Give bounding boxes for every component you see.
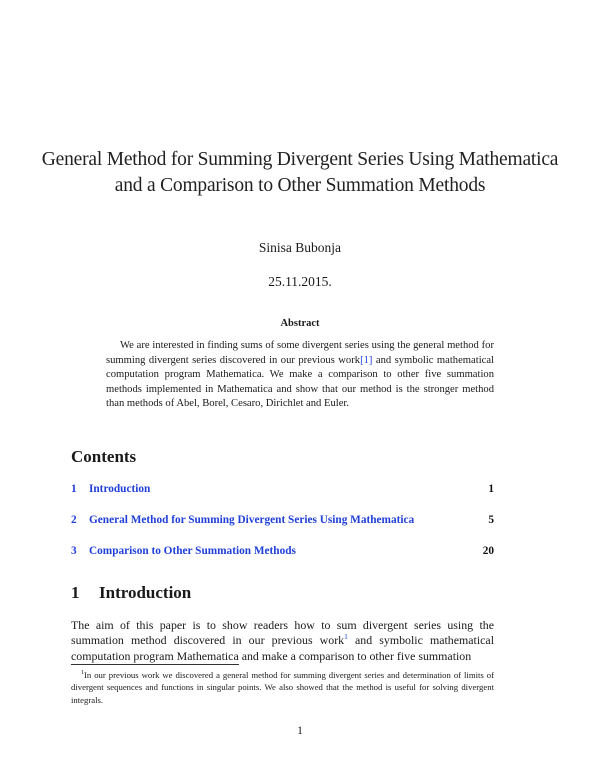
section-text-end: and symbolic mathematical computation program Mathematica and make a comparison to other five summation (71, 633, 494, 663)
toc-entry-page: 5 (488, 514, 494, 526)
citation-link[interactable]: [1] (360, 354, 373, 366)
footnote (71, 669, 494, 706)
toc-entry-number: 3 (71, 545, 77, 557)
toc-entry-number: 2 (71, 514, 77, 526)
toc-entry-label[interactable]: Introduction (89, 483, 151, 495)
toc-entry-number: 1 (71, 483, 77, 495)
toc-entry-label[interactable]: General Method for Summing Divergent Series Using Mathematica (89, 514, 415, 526)
section-title: Introduction (99, 583, 192, 602)
abstract-body (106, 339, 494, 412)
section-body (71, 618, 494, 664)
footnote-text: In our previous work we discovered a general method for summing divergent series and determination of limits of divergent sequences and functions in singular points. We also showed that the method is useful for solving divergent integrals. (71, 670, 494, 705)
section-number: 1 (71, 583, 80, 602)
footnote-rule (71, 664, 239, 665)
toc-entry-page: 20 (482, 545, 494, 557)
toc-entry[interactable] (71, 514, 494, 530)
abstract-text-end: and symbolic mathematical computation program Mathematica. We make a comparison to other five summation methods implemented in Mathematica and show that our method is the stronger method than methods of Abel, Borel, Cesaro, Dirichlet and Euler. (106, 354, 494, 410)
toc-entry[interactable] (71, 545, 494, 561)
section-heading (71, 583, 191, 603)
toc-entry[interactable] (71, 483, 494, 499)
author-name: Sinisa Bubonja (258, 240, 342, 255)
page-number: 1 (297, 725, 303, 737)
section-text-start: The aim of this paper is to show readers how to sum divergent series using the summation method discovered in our previous work (71, 618, 494, 648)
abstract-text-start: We are interested in finding sums of some divergent series using the general method for summing divergent series discovered in our previous work (106, 340, 494, 366)
footnote-link[interactable]: 1 (344, 632, 348, 642)
toc-entry-page: 1 (488, 483, 494, 495)
abstract-heading: Abstract (280, 318, 320, 329)
publication-date: 25.11.2015. (268, 274, 332, 289)
toc-entry-label[interactable]: Comparison to Other Summation Methods (89, 545, 296, 557)
footnote-mark: 1 (81, 670, 84, 677)
contents-heading: Contents (71, 447, 137, 466)
paper-title: General Method for Summing Divergent Series Using Mathematica and a Comparison to Other Summation Methods (41, 149, 559, 196)
